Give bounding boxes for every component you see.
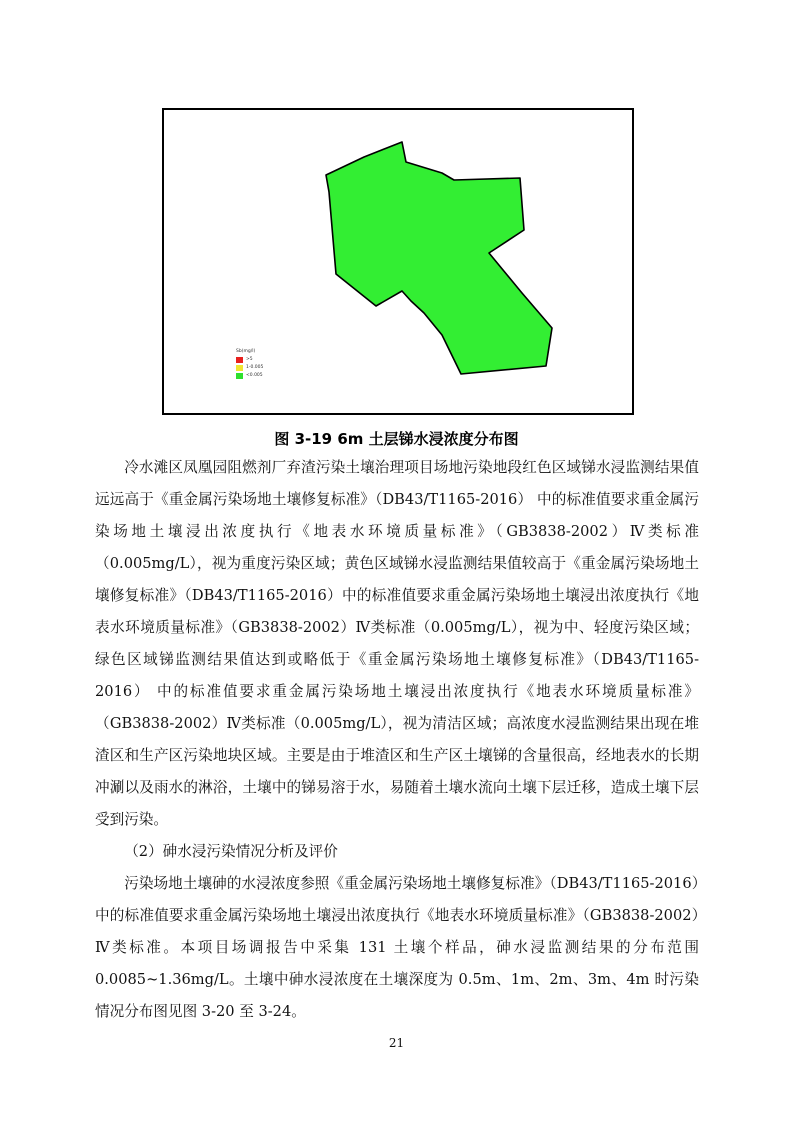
green-clean-zone: [326, 142, 552, 374]
body-text: [95, 452, 699, 1028]
legend-label: <0.005: [246, 373, 263, 378]
figure-caption: 图 3-19 6m 土层锑水浸浓度分布图: [274, 430, 519, 448]
legend-item-green: [236, 372, 263, 380]
paragraph-arsenic-analysis: 污染场地土壤砷的水浸浓度参照《重金属污染场地土壤修复标准》（DB43/T1165-2016）中的标准值要求重金属污染场地土壤浸出浓度执行《地表水环境质量标准》（GB3838-2002）Ⅳ类标准。本项目场调报告中采集 131 土壤个样品，砷水浸监测结果的分布范围 0.0085~1.36mg/L。土壤中砷水浸浓度在土壤深度为 0.5m、1m、2m、3m、4m 时污染情况分布图见图 3-20 至 3-24。: [95, 875, 699, 1020]
paragraph-antimony-analysis: 冷水滩区凤凰园阻燃剂厂弃渣污染土壤治理项目场地污染地段红色区域锑水浸监测结果值远远高于《重金属污染场地土壤修复标准》（DB43/T1165-2016） 中的标准值要求重金属污染场地土壤浸出浓度执行《地表水环境质量标准》（GB3838-2002）Ⅳ类标准（0.005mg/L），视为重度污染区域；黄色区域锑水浸监测结果值较高于《重金属污染场地土壤修复标准》（DB43/T1165-2016）中的标准值要求重金属污染场地土壤浸出浓度执行《地表水环境质量标准》（GB3838-2002）Ⅳ类标准（0.005mg/L），视为中、轻度污染区域；绿色区域锑监测结果值达到或略低于《重金属污染场地土壤修复标准》（DB43/T1165-2016） 中的标准值要求重金属污染场地土壤浸出浓度执行《地表水环境质量标准》（GB3838-2002）Ⅳ类标准（0.005mg/L），视为清洁区域；高浓度水浸监测结果出现在堆渣区和生产区污染地块区域。主要是由于堆渣区和生产区土壤锑的含量很高，经地表水的长期冲涮以及雨水的淋浴，土壤中的锑易溶于水，易随着土壤水流向土壤下层迁移，造成土壤下层受到污染。: [95, 459, 699, 828]
legend-label: >5: [246, 357, 253, 362]
legend-label: 1-0.005: [246, 365, 264, 370]
section-heading-arsenic: （2）砷水浸污染情况分析及评价: [124, 843, 338, 860]
legend-item-red: [236, 356, 263, 364]
concentration-map-figure: [162, 108, 634, 415]
map-legend: [236, 348, 263, 380]
red-swatch: [236, 357, 243, 363]
green-swatch: [236, 373, 243, 379]
legend-item-yellow: [236, 364, 263, 372]
yellow-swatch: [236, 365, 243, 371]
legend-title: Sb(mg/l): [236, 349, 256, 354]
page-number: 21: [388, 1036, 405, 1050]
contamination-zone-map: [164, 110, 632, 413]
